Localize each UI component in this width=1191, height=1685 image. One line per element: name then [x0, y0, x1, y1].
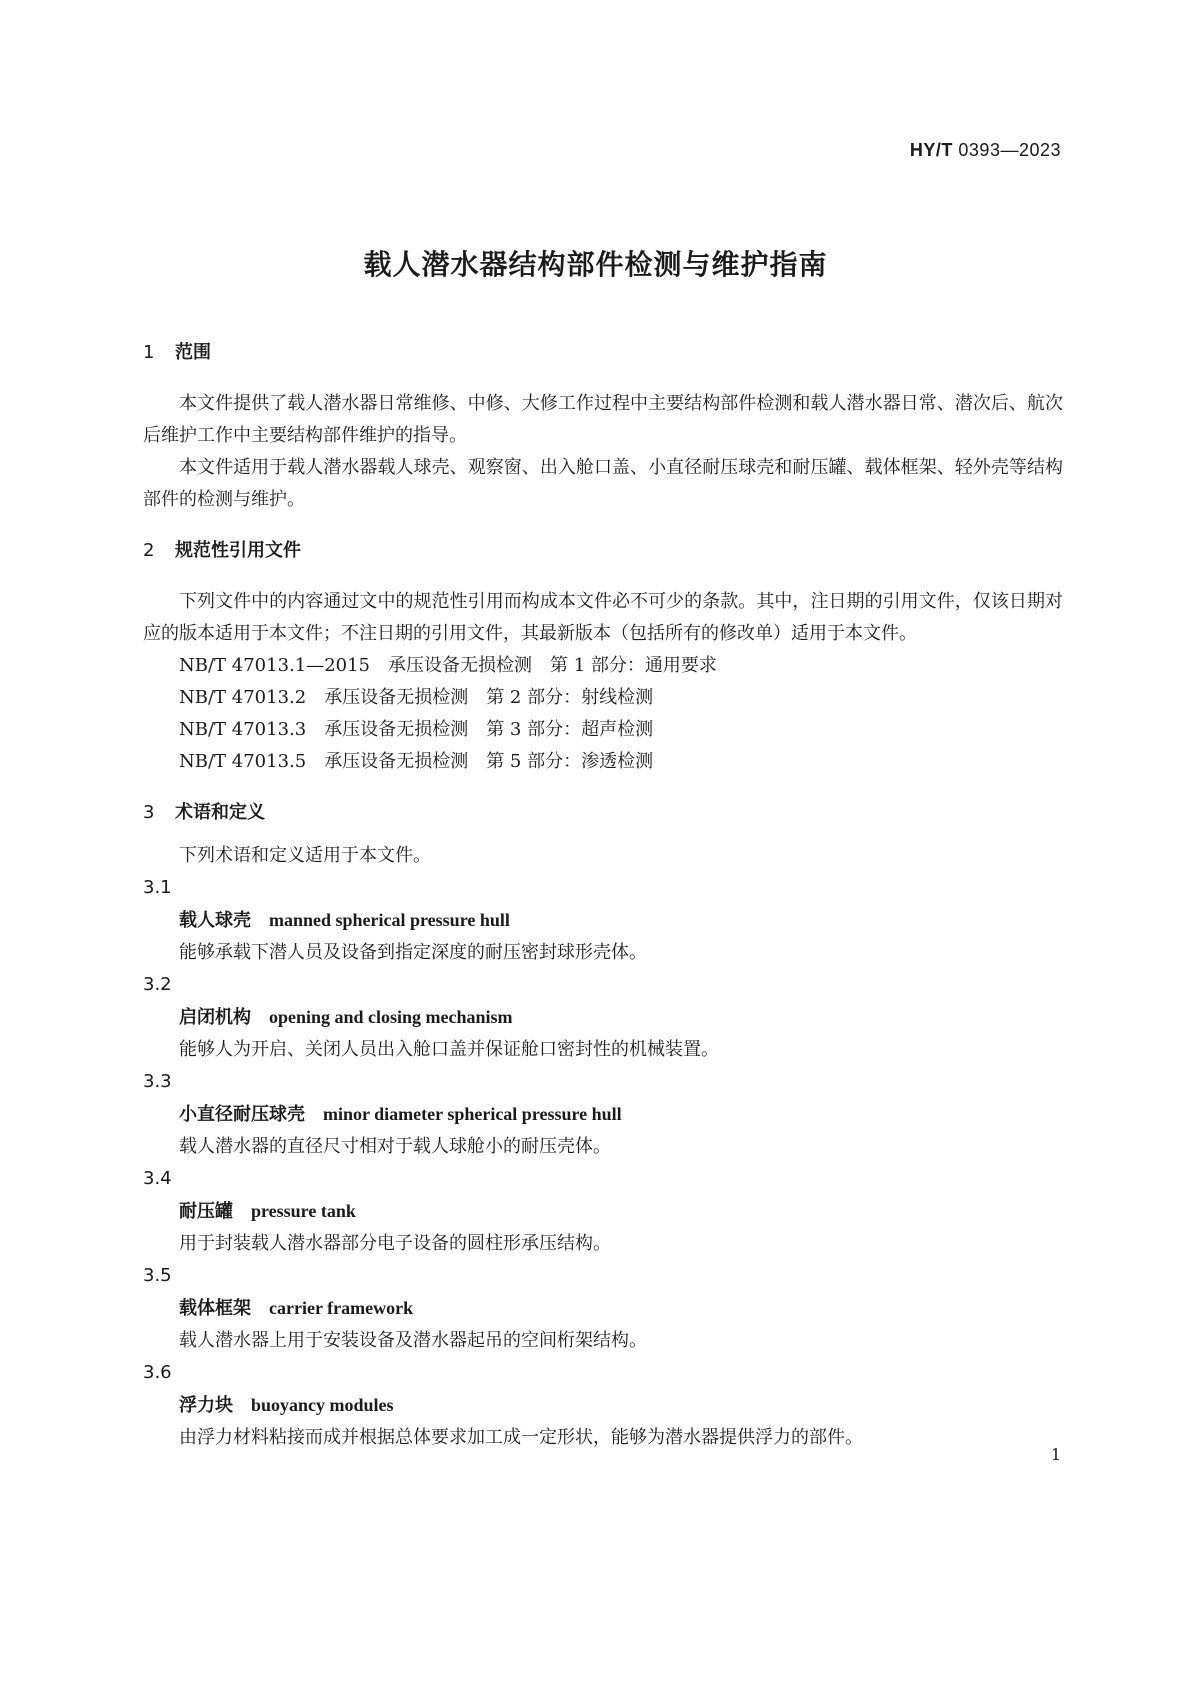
term-name — [143, 1292, 1063, 1325]
reference-item: NB/T 47013.1—2015 承压设备无损检测 第 1 部分：通用要求 — [179, 655, 717, 676]
section-heading-terms — [143, 800, 1063, 826]
term-name — [143, 1195, 1063, 1228]
section-heading-references — [143, 538, 1063, 564]
document-code-number: 0393—2023 — [958, 140, 1061, 160]
term-name-zh: 小直径耐压球壳 — [179, 1104, 305, 1125]
section-number: 2 — [143, 540, 155, 561]
term-name-en: manned spherical pressure hull — [269, 910, 510, 930]
term-number: 3.1 — [143, 877, 172, 898]
reference-item: NB/T 47013.2 承压设备无损检测 第 2 部分：射线检测 — [179, 687, 654, 708]
scope-paragraph: 本文件适用于载人潜水器载人球壳、观察窗、出入舱口盖、小直径耐压球壳和耐压罐、载体框架、轻外壳等结构部件的检测与维护。 — [143, 457, 1063, 510]
section-number: 3 — [143, 802, 155, 823]
term-number: 3.6 — [143, 1362, 172, 1383]
term-name-en: minor diameter spherical pressure hull — [323, 1104, 622, 1124]
term-name-en: buoyancy modules — [251, 1395, 394, 1415]
term-name — [143, 1098, 1063, 1131]
term-name-zh: 浮力块 — [179, 1395, 233, 1416]
term-number: 3.3 — [143, 1071, 172, 1092]
term-definition: 载人潜水器上用于安装设备及潜水器起吊的空间桁架结构。 — [179, 1330, 647, 1351]
term-name-zh: 启闭机构 — [179, 1007, 251, 1028]
document-code — [910, 140, 1061, 161]
scope-paragraph: 本文件提供了载人潜水器日常维修、中修、大修工作过程中主要结构部件检测和载人潜水器日常、潜次后、航次后维护工作中主要结构部件维护的指导。 — [143, 393, 1063, 446]
document-body — [143, 340, 1063, 1454]
term-name — [143, 1389, 1063, 1422]
term-definition: 用于封装载人潜水器部分电子设备的圆柱形承压结构。 — [179, 1233, 611, 1254]
references-intro: 下列文件中的内容通过文中的规范性引用而构成本文件必不可少的条款。其中，注日期的引用文件，仅该日期对应的版本适用于本文件；不注日期的引用文件，其最新版本（包括所有的修改单）适用于本文件。 — [143, 591, 1063, 644]
terms-intro: 下列术语和定义适用于本文件。 — [179, 845, 431, 866]
term-entry — [143, 1357, 1063, 1454]
term-name-en: opening and closing mechanism — [269, 1007, 513, 1027]
term-entry — [143, 969, 1063, 1066]
reference-item: NB/T 47013.5 承压设备无损检测 第 5 部分：渗透检测 — [179, 751, 654, 772]
term-definition: 能够人为开启、关闭人员出入舱口盖并保证舱口密封性的机械装置。 — [179, 1039, 719, 1060]
term-name-zh: 载体框架 — [179, 1298, 251, 1319]
term-name-zh: 耐压罐 — [179, 1201, 233, 1222]
section-title: 术语和定义 — [175, 802, 265, 823]
term-definition: 能够承载下潜人员及设备到指定深度的耐压密封球形壳体。 — [179, 942, 647, 963]
document-code-prefix: HY/T — [909, 140, 953, 160]
term-name — [143, 1001, 1063, 1034]
section-title: 范围 — [175, 342, 211, 363]
section-title: 规范性引用文件 — [175, 540, 301, 561]
section-heading-scope — [143, 340, 1063, 366]
term-number: 3.4 — [143, 1168, 172, 1189]
term-entry — [143, 1163, 1063, 1260]
term-entry — [143, 872, 1063, 969]
section-number: 1 — [143, 342, 155, 363]
term-entry — [143, 1260, 1063, 1357]
term-name-zh: 载人球壳 — [179, 910, 251, 931]
page-number: 1 — [1050, 1445, 1061, 1464]
term-definition: 由浮力材料粘接而成并根据总体要求加工成一定形状，能够为潜水器提供浮力的部件。 — [179, 1427, 863, 1448]
reference-item: NB/T 47013.3 承压设备无损检测 第 3 部分：超声检测 — [179, 719, 654, 740]
term-entry — [143, 1066, 1063, 1163]
document-title: 载人潜水器结构部件检测与维护指南 — [363, 248, 828, 281]
term-name-en: pressure tank — [251, 1201, 356, 1221]
term-number: 3.2 — [143, 974, 172, 995]
term-number: 3.5 — [143, 1265, 172, 1286]
term-name — [143, 904, 1063, 937]
term-definition: 载人潜水器的直径尺寸相对于载人球舱小的耐压壳体。 — [179, 1136, 611, 1157]
term-name-en: carrier framework — [269, 1298, 414, 1318]
